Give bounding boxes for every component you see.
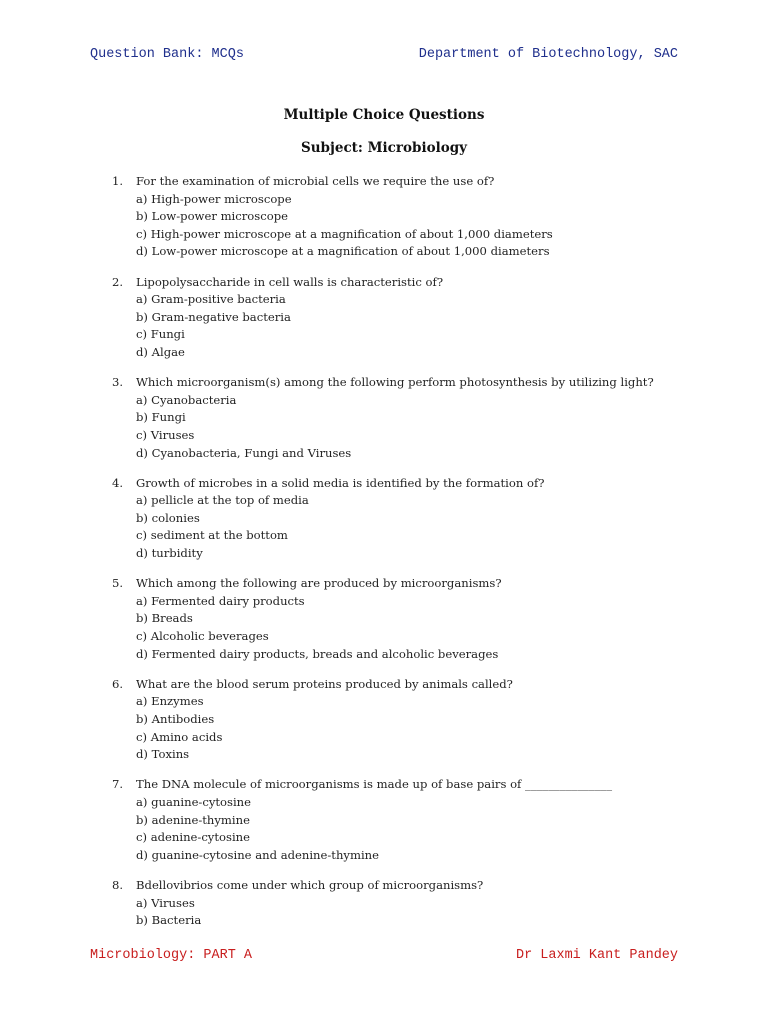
question-text: Bdellovibrios come under which group of microorganisms?: [136, 877, 484, 892]
option: c) sediment at the bottom: [136, 528, 288, 543]
question-list: [112, 173, 712, 942]
option: a) Cyanobacteria: [136, 392, 237, 407]
header-left: Question Bank: MCQs: [90, 47, 244, 62]
question-number: 5.: [112, 576, 124, 591]
question-item: [112, 374, 712, 462]
option: c) Viruses: [136, 427, 195, 442]
question-text: What are the blood serum proteins produced by animals called?: [136, 676, 513, 691]
question-text: Growth of microbes in a solid media is identified by the formation of?: [136, 475, 545, 490]
question-number: 6.: [112, 676, 124, 691]
option: b) Breads: [136, 611, 193, 626]
option: b) Bacteria: [136, 913, 202, 928]
option: c) Alcoholic beverages: [136, 629, 269, 644]
question-number: 1.: [112, 174, 124, 188]
page-title: Multiple Choice Questions: [283, 107, 485, 123]
option: d) guanine-cytosine and adenine-thymine: [136, 847, 380, 862]
question-number: 8.: [112, 877, 124, 892]
option: a) Fermented dairy products: [136, 593, 305, 608]
option: d) Fermented dairy products, breads and alcoholic beverages: [136, 646, 499, 661]
option: b) colonies: [136, 510, 200, 525]
option: c) High-power microscope at a magnification of about 1,000 diameters: [136, 226, 553, 241]
option: a) High-power microscope: [136, 191, 292, 206]
question-number: 4.: [112, 475, 124, 490]
option: a) Gram-positive bacteria: [136, 292, 286, 307]
question-item: [112, 877, 712, 930]
question-item: [112, 676, 712, 764]
question-text: Which microorganism(s) among the following perform photosynthesis by utilizing light?: [136, 375, 654, 390]
option: b) Low-power microscope: [136, 209, 288, 224]
option: c) Fungi: [136, 327, 185, 342]
question-item: [112, 274, 712, 362]
question-text: Lipopolysaccharide in cell walls is characteristic of?: [136, 274, 444, 289]
question-item: [112, 173, 712, 261]
option: d) Low-power microscope at a magnification of about 1,000 diameters: [136, 244, 550, 259]
header-right: Department of Biotechnology, SAC: [418, 47, 678, 62]
question-text: For the examination of microbial cells we require the use of?: [136, 174, 495, 188]
option: b) Antibodies: [136, 712, 215, 726]
option: a) guanine-cytosine: [136, 794, 252, 809]
option: d) Algae: [136, 344, 185, 359]
footer-right: Dr Laxmi Kant Pandey: [515, 948, 678, 963]
option: d) turbidity: [136, 546, 203, 561]
question-number: 2.: [112, 274, 124, 289]
question-item: [112, 475, 712, 563]
option: a) pellicle at the top of media: [136, 493, 309, 508]
option: c) Amino acids: [136, 729, 223, 744]
option: d) Cyanobacteria, Fungi and Viruses: [136, 445, 352, 460]
option: b) Fungi: [136, 410, 186, 425]
option: d) Toxins: [136, 747, 190, 762]
footer-left: Microbiology: PART A: [90, 948, 253, 963]
question-item: [112, 776, 712, 864]
option: a) Enzymes: [136, 694, 204, 709]
option: c) adenine-cytosine: [136, 830, 250, 845]
option: b) Gram-negative bacteria: [136, 309, 291, 324]
question-number: 3.: [112, 375, 124, 390]
option: b) adenine-thymine: [136, 812, 250, 827]
question-text: The DNA molecule of microorganisms is made up of base pairs of _______________: [136, 777, 612, 792]
page-footer: [90, 948, 678, 963]
subject-title: Subject: Microbiology: [300, 140, 467, 156]
question-text: Which among the following are produced by microorganisms?: [136, 576, 502, 591]
question-item: [112, 575, 712, 663]
page-header: [90, 47, 678, 62]
question-number: 7.: [112, 777, 124, 792]
option: a) Viruses: [136, 895, 195, 910]
